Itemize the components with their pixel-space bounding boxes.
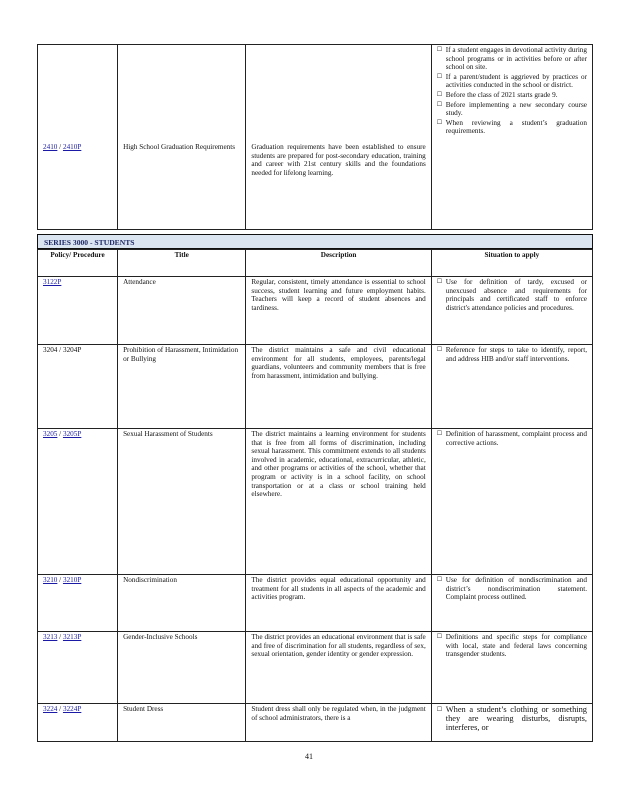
list-item: ☐ If a parent/student is aggrieved by practices or activities conducted in the school or district. [436,72,587,90]
policy-title: Attendance [118,277,246,345]
policy-link[interactable]: 2410 [43,143,58,151]
list-item: ☐ Definition of harassment, complaint process and corrective actions. [436,430,587,447]
checkbox-bullet-icon: ☐ [436,430,443,437]
policy-description: The district maintains a learning environment for students that is free from all forms of discrimination, including sexual harassment. This commitment extends to all students involved in academic, educational, extracurricular, athletic, and other programs or activities of the school, whether that program or activity is in a school facility, on school transportation or at a class or school training held elsewhere. [246,429,431,575]
procedure-number: 3204P [62,346,82,354]
checkbox-bullet-icon: ☐ [436,633,443,640]
policy-link[interactable]: 3213 [43,633,58,641]
procedure-link[interactable]: 3224P [62,705,82,713]
table-row [38,277,593,345]
header-title: Title [118,250,246,277]
list-item: ☐ When a student’s clothing or something they are wearing disturbs, disrupts, interferes, or [436,705,587,732]
policy-cell: 2410 / 2410P [38,45,118,230]
series-banner: SERIES 3000 - STUDENTS [37,234,593,249]
policy-table-top [37,44,593,230]
checkbox-bullet-icon: ☐ [436,706,443,713]
table-row: 3205 / 3205P Sexual Harassment of Students The district maintains a learning environment for students that is free from all forms of discrimination, including sexual harassment. This commitment extends to all students involved in academic, educational, extracurricular, athletic, and other programs or activities of the school, whether that program or activity is in a school facility, on school transportation or at a class or school training held elsewhere. ☐ Definition of harassment, complaint process and corrective actions. [38,429,593,575]
header-situation: Situation to apply [431,250,592,277]
policy-description: The district maintains a safe and civil educational environment for all students, employees, parents/legal guardians, volunteers and community members that is free from harassment, intimidation and bullying. [246,345,431,429]
list-item: ☐ When reviewing a student’s graduation requirements. [436,118,587,136]
procedure-link[interactable]: 3210P [62,576,82,584]
table-row: 3210 / 3210P Nondiscrimination The district provides equal educational opportunity and treatment for all students in all aspects of the academic and activities program. ☐ Use for definition of nondiscrimination and district’s nondiscrimination statement. Complaint process outlined. [38,575,593,632]
policy-link[interactable]: 3205 [43,430,58,438]
checkbox-bullet-icon: ☐ [436,72,443,80]
policy-title: High School Graduation Requirements [123,143,236,151]
list-item: ☐ Definitions and specific steps for compliance with local, state and federal laws concerning transgender students. [436,633,587,659]
list-item: ☐ Before the class of 2021 starts grade 9. [436,90,558,99]
policy-number: 3204 [43,346,58,354]
header-description: Description [246,250,431,277]
page-number: 41 [305,752,313,761]
description-cell [246,45,431,230]
checkbox-bullet-icon: ☐ [436,118,443,126]
table-row: 3224 / 3224P Student Dress Student dress shall only be regulated when, in the judgment of school administrators, there is a ☐ When a student’s clothing or something they are wearing disturbs, disrupts, interferes, or [38,704,593,742]
policy-title: Student Dress [118,704,246,742]
situation-cell [431,45,592,230]
procedure-link[interactable]: 3205P [62,430,82,438]
list-item: ☐ If a student engages in devotional activity during school programs or in activities before or after school on site. [436,46,587,72]
checkbox-bullet-icon: ☐ [436,100,443,108]
policy-link[interactable]: 3210 [43,576,58,584]
checkbox-bullet-icon: ☐ [436,278,443,285]
policy-description: Regular, consistent, timely attendance is essential to school success, student learning and future employment habits. Teachers will keep a record of student absences and tardiness. [246,277,431,345]
policy-title: Prohibition of Harassment, Intimidation or Bullying [118,345,246,429]
title-cell [118,45,246,230]
policy-table-students [37,249,593,742]
policy-description: The district provides equal educational opportunity and treatment for all students in all aspects of the academic and activities program. [246,575,431,632]
list-item: ☐ Use for definition of nondiscrimination and district’s nondiscrimination statement. Complaint process outlined. [436,576,587,602]
table-row: 3213 / 3213P Gender-Inclusive Schools The district provides an educational environment that is safe and free of discrimination for all students, regardless of sex, sexual orientation, gender identity or gender expression. ☐ Definitions and specific steps for compliance with local, state and federal laws concerning transgender students. [38,632,593,704]
policy-title: Gender-Inclusive Schools [118,632,246,704]
table-row: 3204 / 3204P Prohibition of Harassment, Intimidation or Bullying The district maintains a safe and civil educational environment for all students, employees, parents/legal guardians, volunteers and community members that is free from harassment, intimidation and bullying. ☐ Reference for steps to take to identify, report, and address HIB and/or staff interventions. [38,345,593,429]
list-item: ☐ Before implementing a new secondary course study. [436,100,587,118]
policy-description: Student dress shall only be regulated when, in the judgment of school administrators, there is a [246,704,431,742]
header-policy: Policy/ Procedure [38,250,118,277]
checkbox-bullet-icon: ☐ [436,46,443,53]
table-row [38,45,593,230]
procedure-link[interactable]: 3213P [62,633,82,641]
checkbox-bullet-icon: ☐ [436,346,443,353]
policy-title: Nondiscrimination [118,575,246,632]
policy-description: Graduation requirements have been established to ensure students are prepared for post-secondary education, training and career with 21st century skills and the foundations needed for lifelong learning. [251,143,426,177]
policy-link[interactable]: 3224 [43,705,58,713]
policy-description: The district provides an educational environment that is safe and free of discrimination for all students, regardless of sex, sexual orientation, gender identity or gender expression. [246,632,431,704]
checkbox-bullet-icon: ☐ [436,576,443,583]
policy-title: Sexual Harassment of Students [118,429,246,575]
list-item: ☐ Use for definition of tardy, excused or unexcused absence and requirements for principals and certificated staff to enforce district's attendance policies and procedures. [436,278,587,312]
procedure-link[interactable]: 2410P [62,143,82,151]
table-header-row [38,250,593,277]
checkbox-bullet-icon: ☐ [436,90,443,98]
list-item: ☐ Reference for steps to take to identify, report, and address HIB and/or staff interventions. [436,346,587,363]
policy-link[interactable]: 3122P [43,278,62,286]
